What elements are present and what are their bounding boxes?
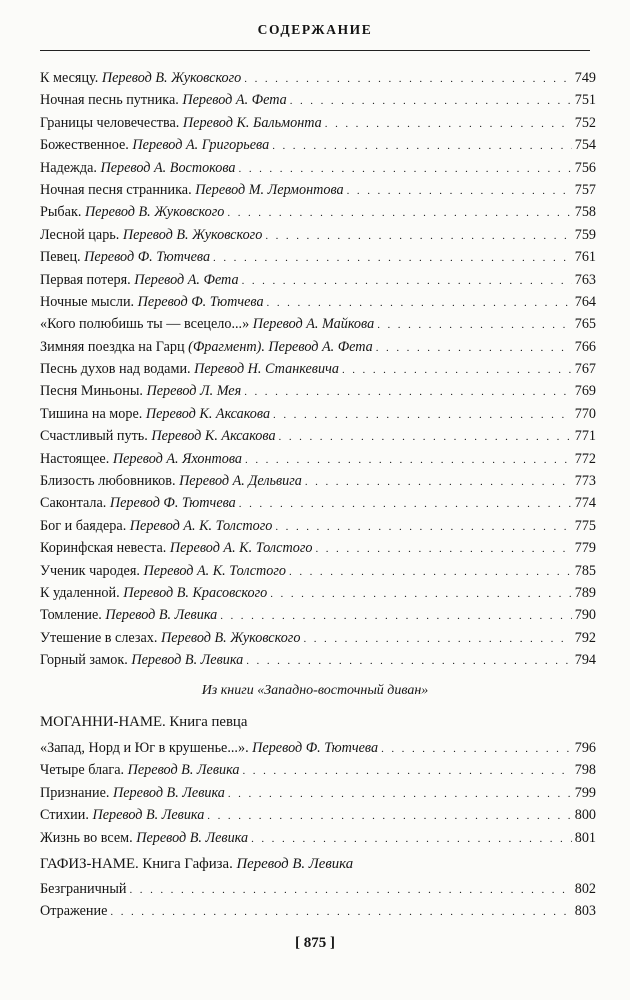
- entry-page-number: 754: [574, 137, 596, 154]
- dot-leader: [381, 738, 572, 760]
- toc-entry: [40, 246, 596, 268]
- toc-entry: [40, 448, 596, 470]
- toc-entry: [40, 358, 596, 380]
- dot-leader: [239, 493, 572, 515]
- entry-title-block: [40, 157, 236, 179]
- entry-page-number: 794: [574, 652, 596, 669]
- dot-leader: [242, 270, 572, 292]
- entry-title: Настоящее.: [40, 450, 113, 467]
- entry-title-block: [40, 380, 241, 402]
- entry-page-number: 796: [574, 740, 596, 756]
- entry-title: Отражение: [40, 903, 108, 920]
- toc-entry: [40, 492, 596, 514]
- entry-title-block: [40, 89, 287, 111]
- entry-translator: Перевод Ф. Тютчева: [252, 740, 379, 756]
- toc-entry: [40, 134, 596, 156]
- entry-title: Ночная песня странника.: [40, 181, 196, 198]
- entry-title: Саконтала.: [40, 495, 110, 512]
- entry-title-block: [40, 291, 264, 313]
- entry-title-block: [40, 134, 269, 156]
- entry-title-block: [40, 224, 262, 246]
- entry-page-number: 764: [574, 293, 596, 310]
- entry-page-number: 773: [574, 473, 596, 490]
- toc-entry: [40, 112, 596, 134]
- entry-title: Жизнь во всем.: [40, 829, 137, 846]
- toc-cycle1-list: [40, 737, 596, 849]
- entry-title-block: [40, 827, 248, 849]
- entry-page-number: 770: [574, 405, 596, 422]
- entry-page-number: 765: [574, 316, 596, 333]
- dot-leader: [265, 225, 571, 247]
- dot-leader: [207, 805, 571, 827]
- entry-page-number: 798: [574, 762, 596, 779]
- entry-page-number: 757: [574, 181, 596, 198]
- toc-main-list: [40, 67, 596, 672]
- entry-title: Счастливый путь.: [40, 428, 152, 445]
- toc-entry: [40, 649, 596, 671]
- entry-translator: Перевод Н. Станкевича: [194, 361, 339, 378]
- entry-title: Тишина на море.: [40, 405, 146, 422]
- entry-page-number: 761: [574, 249, 596, 266]
- entry-page-number: 772: [574, 450, 596, 467]
- toc-entry: [40, 560, 596, 582]
- dot-leader: [244, 381, 572, 403]
- entry-title: «Кого полюбишь ты — всецело...»: [40, 316, 253, 333]
- entry-title: Ночная песнь путника.: [40, 92, 183, 109]
- entry-page-number: 759: [574, 226, 596, 243]
- entry-title-block: [40, 403, 270, 425]
- toc-entry: [40, 425, 596, 447]
- dot-leader: [279, 426, 572, 448]
- toc-entry: [40, 67, 596, 89]
- entry-title: «Запад, Норд и Юг в крушенье...».: [40, 740, 253, 756]
- entry-title: Песня Миньоны.: [40, 383, 147, 400]
- entry-page-number: 785: [574, 562, 596, 579]
- dot-leader: [245, 449, 572, 471]
- entry-translator: Перевод А. Фета: [134, 271, 239, 288]
- entry-title-block: [40, 582, 267, 604]
- entry-title-block: [40, 269, 239, 291]
- toc-entry: [40, 470, 596, 492]
- entry-page-number: 775: [574, 517, 596, 534]
- entry-title: Признание.: [40, 784, 114, 801]
- toc-entry: [40, 157, 596, 179]
- entry-page-number: 792: [574, 629, 596, 646]
- dot-leader: [220, 605, 572, 627]
- entry-title: Томление.: [40, 607, 106, 624]
- toc-entry: [40, 403, 596, 425]
- entry-page-number: 771: [574, 428, 596, 445]
- entry-translator: Перевод В. Жуковского: [160, 629, 301, 646]
- entry-translator: (Фрагмент). Перевод А. Фета: [188, 338, 373, 355]
- entry-title-block: [40, 201, 224, 223]
- entry-translator: Перевод А. Григорьева: [132, 137, 270, 154]
- dot-leader: [305, 471, 572, 493]
- dot-leader: [129, 879, 571, 901]
- dot-leader: [110, 901, 571, 923]
- entry-title: Ночные мысли.: [40, 293, 138, 310]
- dot-leader: [227, 202, 571, 224]
- entry-title: Зимняя поездка на Гарц: [40, 338, 189, 355]
- entry-title-block: [40, 804, 204, 826]
- entry-title: Рыбак.: [40, 204, 85, 221]
- dot-leader: [303, 628, 571, 650]
- entry-title: К удаленной.: [40, 584, 124, 601]
- entry-title: К месяцу.: [40, 70, 102, 86]
- toc-entry: [40, 515, 596, 537]
- entry-title-block: [40, 878, 126, 900]
- entry-page-number: 751: [574, 92, 596, 109]
- entry-title-block: [40, 537, 312, 559]
- entry-page-number: 763: [574, 271, 596, 288]
- entry-title-block: [40, 336, 373, 358]
- entry-translator: Перевод В. Левика: [136, 829, 249, 846]
- dot-leader: [267, 292, 572, 314]
- dot-leader: [244, 68, 571, 90]
- entry-title: Ученик чародея.: [40, 562, 144, 579]
- entry-page-number: 789: [574, 584, 596, 601]
- entry-title: Божественное.: [40, 137, 133, 154]
- entry-title: Границы человечества.: [40, 114, 183, 131]
- dot-leader: [289, 561, 572, 583]
- entry-translator: Перевод В. Красовского: [123, 584, 268, 601]
- entry-title: Стихии.: [40, 807, 93, 824]
- entry-page-number: 800: [574, 807, 596, 824]
- entry-translator: Перевод Ф. Тютчева: [84, 249, 211, 266]
- toc-entry: [40, 537, 596, 559]
- entry-translator: Перевод В. Левика: [131, 652, 244, 669]
- entry-title: Бог и баядера.: [40, 517, 130, 534]
- dot-leader: [213, 247, 572, 269]
- entry-title-block: [40, 627, 300, 649]
- entry-title-block: [40, 759, 239, 781]
- entry-title-block: [40, 515, 272, 537]
- cycle-title-mogannі: [40, 714, 247, 731]
- page-title: СОДЕРЖАНИЕ: [257, 22, 373, 37]
- header-rule: [40, 50, 590, 51]
- toc-entry: [40, 627, 596, 649]
- entry-title: Коринфская невеста.: [40, 540, 170, 557]
- entry-translator: Перевод К. Аксакова: [145, 405, 271, 422]
- dot-leader: [275, 516, 571, 538]
- entry-translator: Перевод В. Левика: [92, 807, 205, 824]
- dot-leader: [272, 135, 572, 157]
- entry-title-block: [40, 470, 302, 492]
- entry-page-number: 758: [574, 204, 596, 221]
- dot-leader: [376, 337, 572, 359]
- dot-leader: [270, 583, 571, 605]
- entry-page-number: 767: [574, 361, 596, 378]
- entry-title: Песнь духов над водами.: [40, 361, 195, 378]
- dot-leader: [228, 783, 572, 805]
- entry-title-block: [40, 560, 286, 582]
- entry-translator: Перевод А. Майкова: [252, 316, 375, 333]
- page-number: [ 875 ]: [295, 935, 335, 951]
- cycle-title-gafiz: [40, 856, 353, 873]
- entry-translator: Перевод М. Лермонтова: [195, 181, 344, 198]
- entry-translator: Перевод А. К. Толстого: [169, 540, 313, 557]
- dot-leader: [246, 650, 572, 672]
- cycle-title: МОГАННИ-НАМЕ. Книга певца: [40, 714, 248, 730]
- entry-translator: Перевод В. Левика: [105, 607, 218, 624]
- entry-translator: Перевод А. К. Толстого: [143, 562, 287, 579]
- entry-page-number: 749: [574, 70, 596, 86]
- entry-title-block: [40, 448, 242, 470]
- entry-page-number: 756: [574, 159, 596, 176]
- entry-title-block: [40, 112, 322, 134]
- dot-leader: [290, 90, 572, 112]
- dot-leader: [251, 828, 572, 850]
- entry-page-number: 803: [574, 903, 596, 920]
- entry-title-block: [40, 358, 339, 380]
- entry-title: Горный замок.: [40, 652, 132, 669]
- entry-page-number: 802: [574, 881, 596, 897]
- entry-page-number: 774: [574, 495, 596, 512]
- toc-entry: [40, 224, 596, 246]
- dot-leader: [325, 113, 572, 135]
- toc-entry: [40, 201, 596, 223]
- entry-title-block: [40, 67, 241, 89]
- toc-entry: [40, 827, 596, 849]
- entry-title-block: [40, 425, 276, 447]
- entry-title-block: [40, 782, 225, 804]
- entry-page-number: 779: [574, 540, 596, 557]
- dot-leader: [239, 158, 572, 180]
- entry-page-number: 769: [574, 383, 596, 400]
- toc-entry: [40, 291, 596, 313]
- toc-entry: [40, 179, 596, 201]
- entry-translator: Перевод В. Жуковского: [122, 226, 263, 243]
- toc-entry: [40, 336, 596, 358]
- entry-page-number: 790: [574, 607, 596, 624]
- dot-leader: [377, 314, 572, 336]
- entry-translator: Перевод А. Фета: [182, 92, 287, 109]
- entry-page-number: 799: [574, 784, 596, 801]
- cycle-translator: Перевод В. Левика: [236, 856, 354, 872]
- entry-page-number: 801: [574, 829, 596, 846]
- entry-translator: Перевод К. Бальмонта: [182, 114, 322, 131]
- entry-translator: Перевод В. Жуковского: [84, 204, 225, 221]
- toc-entry: [40, 737, 596, 759]
- entry-title: Утешение в слезах.: [40, 629, 161, 646]
- dot-leader: [315, 538, 571, 560]
- entry-title-block: [40, 492, 236, 514]
- toc-entry: [40, 604, 596, 626]
- dot-leader: [273, 404, 572, 426]
- entry-title-block: [40, 179, 344, 201]
- toc-entry: [40, 313, 596, 335]
- entry-title-block: [40, 604, 217, 626]
- toc-entry: [40, 878, 596, 900]
- entry-title-block: [40, 900, 107, 922]
- toc-entry: [40, 269, 596, 291]
- entry-translator: Перевод А. Яхонтова: [112, 450, 243, 467]
- toc-entry: [40, 782, 596, 804]
- section-heading: Из книги «Западно-восточный диван»: [201, 683, 429, 698]
- toc-entry: [40, 582, 596, 604]
- dot-leader: [242, 760, 571, 782]
- entry-translator: Перевод Ф. Тютчева: [109, 495, 236, 512]
- toc-entry: [40, 89, 596, 111]
- entry-translator: Перевод А. К. Толстого: [129, 517, 273, 534]
- entry-title: Певец.: [40, 249, 85, 266]
- entry-translator: Перевод Л. Мея: [146, 383, 242, 400]
- entry-translator: Перевод В. Левика: [113, 784, 225, 801]
- entry-title: Безграничный: [40, 881, 127, 897]
- toc-entry: [40, 900, 596, 922]
- entry-translator: Перевод В. Левика: [127, 762, 240, 779]
- toc-entry: [40, 759, 596, 781]
- toc-entry: [40, 380, 596, 402]
- entry-translator: Перевод А. Дельвига: [179, 473, 302, 490]
- entry-translator: Перевод Ф. Тютчева: [137, 293, 264, 310]
- entry-translator: Перевод В. Жуковского: [101, 70, 242, 86]
- entry-title-block: [40, 737, 378, 759]
- entry-title-block: [40, 649, 243, 671]
- entry-page-number: 766: [574, 338, 596, 355]
- dot-leader: [347, 180, 572, 202]
- entry-title-block: [40, 246, 210, 268]
- entry-title: Четыре блага.: [40, 762, 128, 779]
- entry-title: Первая потеря.: [40, 271, 135, 288]
- entry-title-block: [40, 313, 374, 335]
- dot-leader: [342, 359, 572, 381]
- entry-title: Надежда.: [40, 159, 101, 176]
- entry-title: Близость любовников.: [40, 473, 180, 490]
- cycle-title: ГАФИЗ-НАМЕ. Книга Гафиза.: [40, 856, 237, 872]
- entry-title: Лесной царь.: [40, 226, 123, 243]
- entry-translator: Перевод А. Востокова: [100, 159, 236, 176]
- entry-translator: Перевод К. Аксакова: [151, 428, 276, 445]
- toc-cycle2-list: [40, 878, 596, 923]
- toc-entry: [40, 804, 596, 826]
- entry-page-number: 752: [574, 114, 596, 131]
